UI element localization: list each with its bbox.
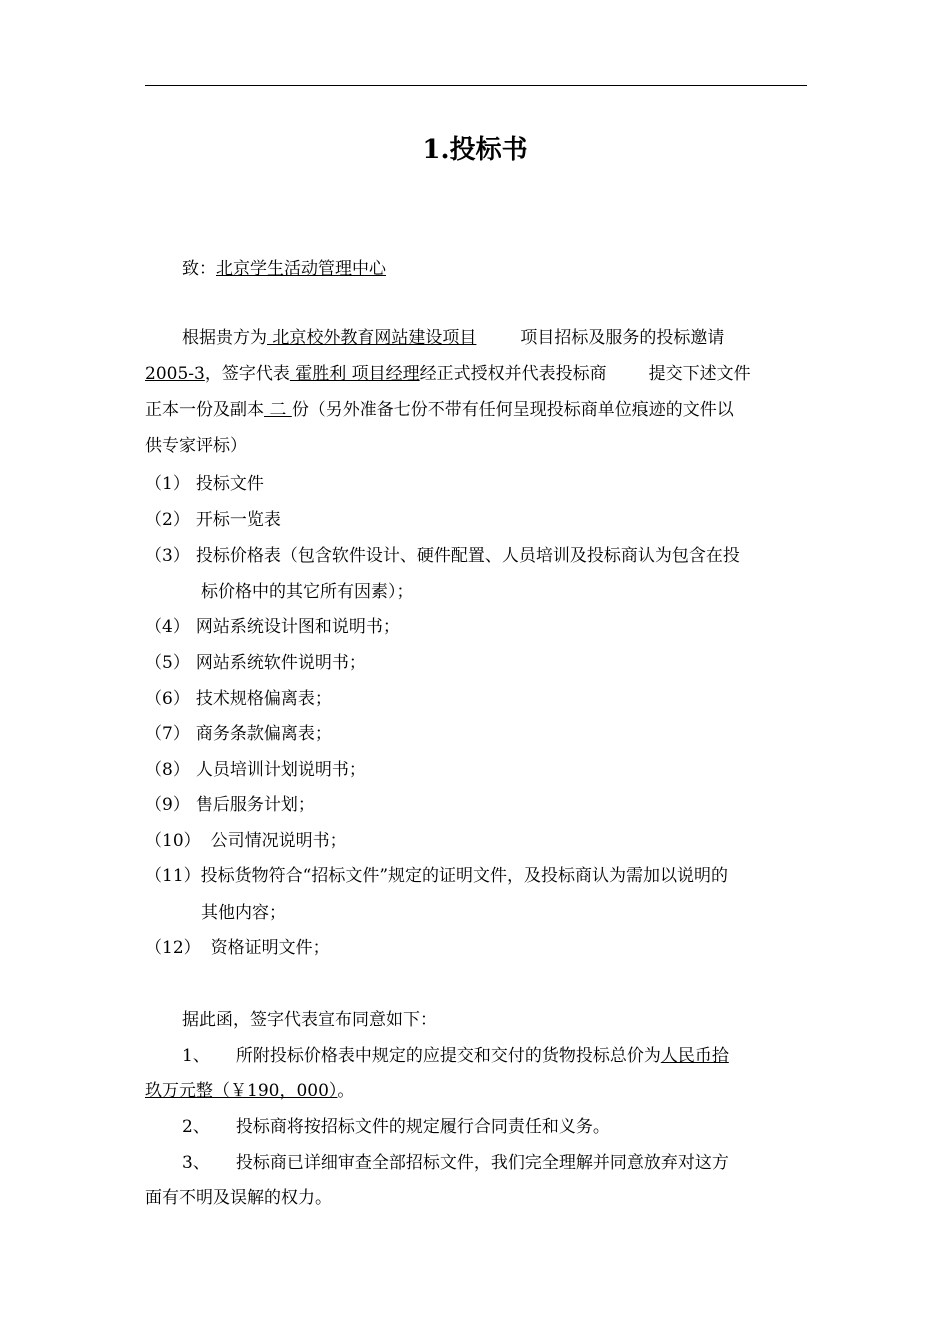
intro-text: 份（另外准备七份不带有任何呈现投标商单位痕迹的文件以 (291, 400, 734, 420)
bidder-blank (607, 356, 649, 392)
clause-text: 投标商已详细审查全部招标文件，我们完全理解并同意放弃对这方 (235, 1153, 729, 1173)
clause-text: 投标商将按招标文件的规定履行合同责任和义务。 (235, 1117, 610, 1137)
list-item (145, 645, 807, 681)
clause-1 (182, 1038, 807, 1074)
list-item-text: 人员培训计划说明书； (195, 760, 366, 780)
clause-3 (182, 1145, 807, 1181)
total-price: 玖万元整（￥190，000） (145, 1081, 338, 1101)
intro-text: 正本一份及副本 (145, 400, 264, 420)
list-item (145, 538, 807, 574)
list-item-number: （11） (145, 866, 201, 886)
list-item-continuation: 其他内容； (201, 903, 286, 923)
list-item-text: 投标货物符合“招标文件”规定的证明文件，及投标商认为需加以说明的 (200, 866, 729, 886)
list-item-number: （1） (145, 474, 190, 494)
list-item-text: 售后服务计划； (195, 795, 315, 815)
clause-number: 1、 (182, 1046, 210, 1066)
list-item (145, 681, 807, 717)
clause-number: 3、 (182, 1153, 210, 1173)
intro-text: 经正式授权并代表投标商 (419, 364, 607, 384)
list-item-number: （5） (145, 653, 190, 673)
clause-3-continuation: 面有不明及误解的权力。 (145, 1188, 332, 1208)
intro-line-3 (145, 392, 807, 428)
addressee-name: 北京学生活动管理中心 (216, 259, 386, 279)
intro-text: 根据贵方为 (182, 328, 267, 348)
list-item (145, 930, 807, 966)
list-item (145, 609, 807, 645)
list-item-text: 网站系统设计图和说明书； (195, 617, 400, 637)
intro-line-1 (182, 320, 807, 356)
declaration-lead: 据此函，签字代表宣布同意如下： (182, 1010, 437, 1030)
list-item-text: 开标一览表 (195, 510, 281, 530)
list-item (145, 466, 807, 502)
list-item-text: 投标文件 (195, 474, 264, 494)
addressee-prefix: 致： (182, 259, 216, 279)
list-item (145, 752, 807, 788)
clause-1-continuation (145, 1073, 807, 1109)
list-item-number: （6） (145, 689, 190, 709)
list-item-text: 网站系统软件说明书； (195, 653, 366, 673)
list-item-text: 商务条款偏离表； (195, 724, 332, 744)
document-title: 1.投标书 (422, 135, 528, 165)
list-item-continuation: 标价格中的其它所有因素）； (201, 582, 414, 602)
list-item-number: （2） (145, 510, 190, 530)
list-item-number: （12） (145, 938, 201, 958)
addressee-line (182, 251, 782, 287)
intro-line-2 (145, 356, 807, 392)
list-item (145, 858, 807, 894)
list-item-text: 投标价格表（包含软件设计、硬件配置、人员培训及投标商认为包含在投 (195, 546, 740, 566)
list-item (145, 823, 807, 859)
copies-count: 二 (264, 400, 292, 420)
intro-text: ，签字代表 (204, 364, 290, 384)
list-item (145, 787, 807, 823)
list-item-number: （8） (145, 760, 190, 780)
invitation-ref: 2005-3 (145, 364, 205, 384)
list-item-number: （9） (145, 795, 190, 815)
list-item-number: （7） (145, 724, 190, 744)
intro-text: 项目招标及服务的投标邀请 (520, 328, 725, 348)
intro-line-4: 供专家评标） (145, 436, 247, 456)
list-item-number: （10） (145, 831, 201, 851)
signer-name: 霍胜利 项目经理 (289, 364, 420, 384)
clause-2 (182, 1109, 807, 1145)
list-item-text: 资格证明文件； (210, 938, 330, 958)
clause-text: 所附投标价格表中规定的应提交和交付的货物投标总价为 (235, 1046, 661, 1066)
total-price: 人民币拾 (660, 1046, 729, 1066)
header-rule (145, 85, 807, 86)
list-item-number: （4） (145, 617, 190, 637)
list-item-number: （3） (145, 546, 190, 566)
project-name: 北京校外教育网站建设项目 (267, 328, 477, 348)
list-item (145, 502, 807, 538)
list-item-text: 公司情况说明书； (210, 831, 347, 851)
list-item-text: 技术规格偏离表； (195, 689, 332, 709)
intro-text: 提交下述文件 (648, 364, 751, 384)
list-item (145, 716, 807, 752)
clause-number: 2、 (182, 1117, 210, 1137)
clause-text: 。 (337, 1081, 355, 1101)
